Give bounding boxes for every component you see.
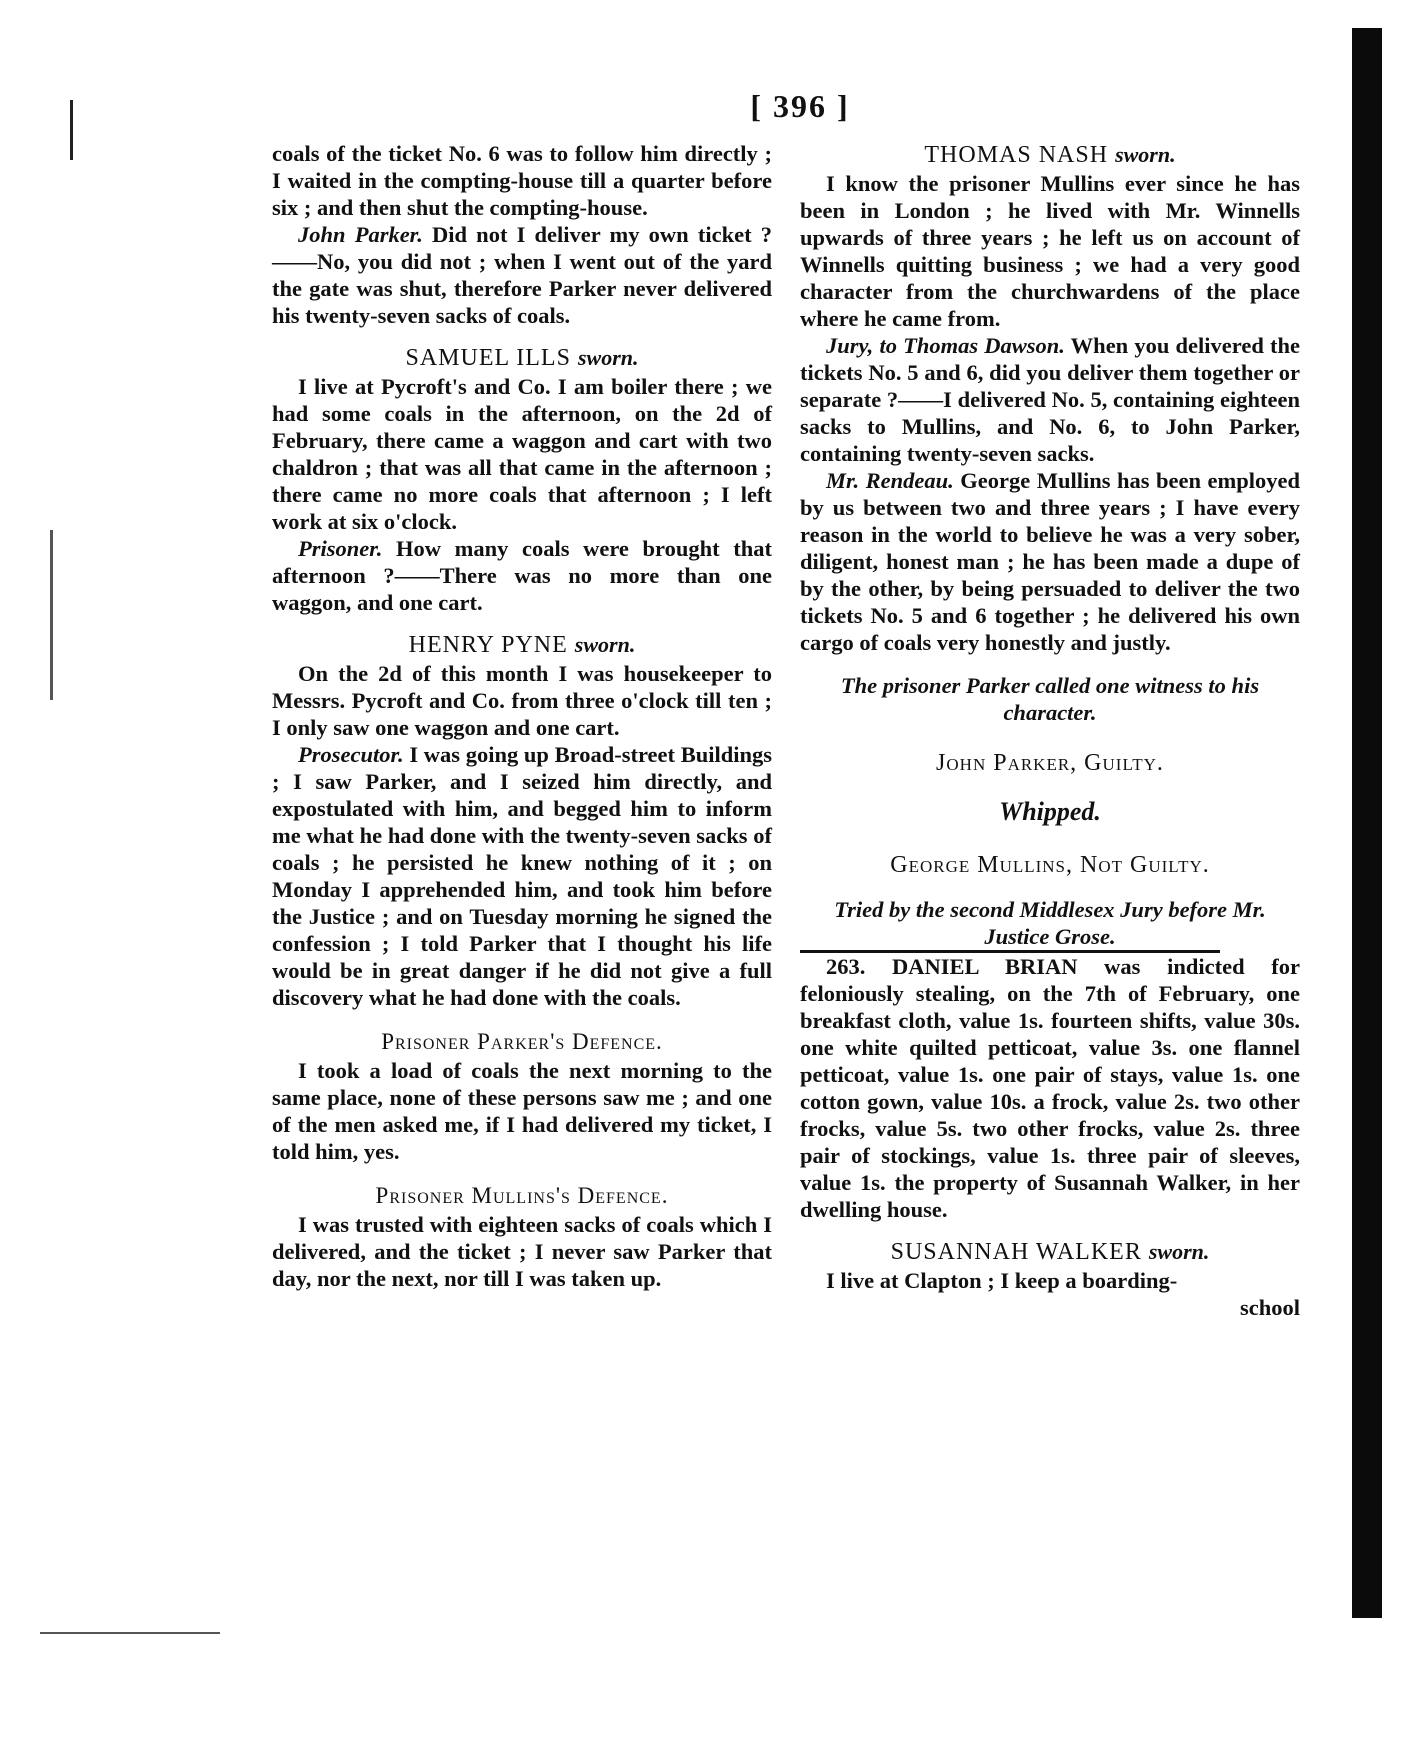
left-column	[272, 140, 772, 1292]
scan-artifact	[70, 100, 73, 160]
speaker-name: Prosecutor.	[298, 742, 404, 767]
paragraph: I live at Clapton ; I keep a boarding-	[826, 1268, 1178, 1293]
sworn-label: sworn.	[1148, 1239, 1210, 1264]
speaker-name: Jury, to Thomas Dawson.	[826, 333, 1065, 358]
catchword: school	[1239, 1295, 1300, 1320]
character-witness-note: The prisoner Parker called one witness to his character.	[840, 673, 1260, 725]
testimony-text: When you delivered the tickets No. 5 and 6, did you deliver them together or separate ?——I delivered No. 5, containing eighteen sacks to Mullins, and No. 6, to John Parker, containing twenty-seven sacks.	[800, 333, 1300, 466]
paragraph: I took a load of coals the next morning to the same place, none of these persons saw me ; and one of the men asked me, if I had delivered my ticket, I told him, yes.	[272, 1058, 772, 1164]
tried-before-note: Tried by the second Middlesex Jury before Mr. Justice Grose.	[834, 897, 1266, 949]
witness-heading	[800, 1237, 1300, 1267]
paragraph	[272, 535, 772, 616]
paragraph: On the 2d of this month I was housekeeper to Messrs. Pycroft and Co. from three o'clock till ten ; I only saw one waggon and one cart.	[272, 661, 772, 740]
paragraph: I was trusted with eighteen sacks of coals which I delivered, and the ticket ; I never saw Parker that day, nor the next, nor till I was taken up.	[272, 1212, 772, 1291]
defence-heading: Prisoner Parker's Defence.	[381, 1029, 663, 1054]
witness-heading	[800, 140, 1300, 170]
witness-name: THOMAS NASH	[924, 142, 1109, 168]
testimony-text: How many coals were brought that afternoon ?——There was no more than one waggon, and one cart.	[272, 536, 772, 615]
sworn-label: sworn.	[574, 632, 636, 657]
defence-heading: Prisoner Mullins's Defence.	[375, 1183, 669, 1208]
witness-heading	[272, 630, 772, 660]
speaker-name: Mr. Rendeau.	[826, 468, 954, 493]
page-number: [ 396 ]	[750, 88, 850, 124]
scan-edge-shadow	[1352, 28, 1382, 1618]
paragraph	[272, 221, 772, 329]
scan-artifact	[50, 530, 53, 700]
indictment-paragraph: 263. DANIEL BRIAN was indicted for feloniously stealing, on the 7th of February, one breakfast cloth, value 1s. fourteen shifts, value 30s. one white quilted petticoat, value 3s. one flannel petticoat, value 1s. one pair of stays, value 1s. one cotton gown, value 10s. a frock, value 2s. two other frocks, value 5s. two other frocks, value 2s. three pair of stockings, value 1s. three pair of sleeves, value 1s. the property of Susannah Walker, in her dwelling house.	[800, 954, 1300, 1222]
testimony-text: I was going up Broad-street Buildings ; I saw Parker, and I seized him directly, and expostulated with him, and begged him to inform me what he had done with the twenty-seven sacks of coals ; he persisted he knew nothing of it ; on Monday I apprehended him, and took him before the Justice ; and on Tuesday morning he signed the confession ; I told Parker that I thought his life would be in great danger if he did not give a full discovery what he had done with the coals.	[272, 742, 772, 1010]
sentence: Whipped.	[999, 797, 1101, 826]
right-column	[800, 140, 1300, 1321]
paragraph	[800, 467, 1300, 656]
sworn-label: sworn.	[577, 345, 639, 370]
witness-heading	[272, 343, 772, 373]
witness-name: SUSANNAH WALKER	[890, 1239, 1142, 1265]
witness-name: HENRY PYNE	[408, 632, 568, 658]
paragraph: I know the prisoner Mullins ever since he has been in London ; he lived with Mr. Winnells upwards of three years ; he left us on account of Winnells quitting business ; we had a very good character from the churchwardens of the place where he came from.	[800, 171, 1300, 331]
verdict-mullins: George Mullins, Not Guilty.	[890, 852, 1210, 878]
speaker-name: John Parker.	[298, 222, 423, 247]
speaker-name: Prisoner.	[298, 536, 383, 561]
verdict-parker: John Parker, Guilty.	[936, 750, 1164, 776]
paragraph: coals of the ticket No. 6 was to follow him directly ; I waited in the compting-house till a quarter before six ; and then shut the compting-house.	[272, 141, 772, 220]
scan-artifact	[40, 1632, 220, 1634]
testimony-text: Did not I deliver my own ticket ?——No, you did not ; when I went out of the yard the gate was shut, therefore Parker never delivered his twenty-seven sacks of coals.	[272, 222, 772, 328]
testimony-text: George Mullins has been employed by us between two and three years ; I have every reason in the world to believe he was a very sober, diligent, honest man ; he has been made a dupe of by the other, by being persuaded to deliver the two tickets No. 5 and 6 together ; he delivered his own cargo of coals very honestly and justly.	[800, 468, 1301, 655]
witness-name: SAMUEL ILLS	[405, 345, 571, 371]
paragraph: I live at Pycroft's and Co. I am boiler there ; we had some coals in the afternoon, on the 2d of February, there came a waggon and cart with two chaldron ; that was all that came in the afternoon ; there came no more coals that afternoon ; I left work at six o'clock.	[272, 374, 772, 534]
sworn-label: sworn.	[1115, 142, 1176, 167]
paragraph	[272, 741, 772, 1011]
paragraph	[800, 332, 1300, 467]
